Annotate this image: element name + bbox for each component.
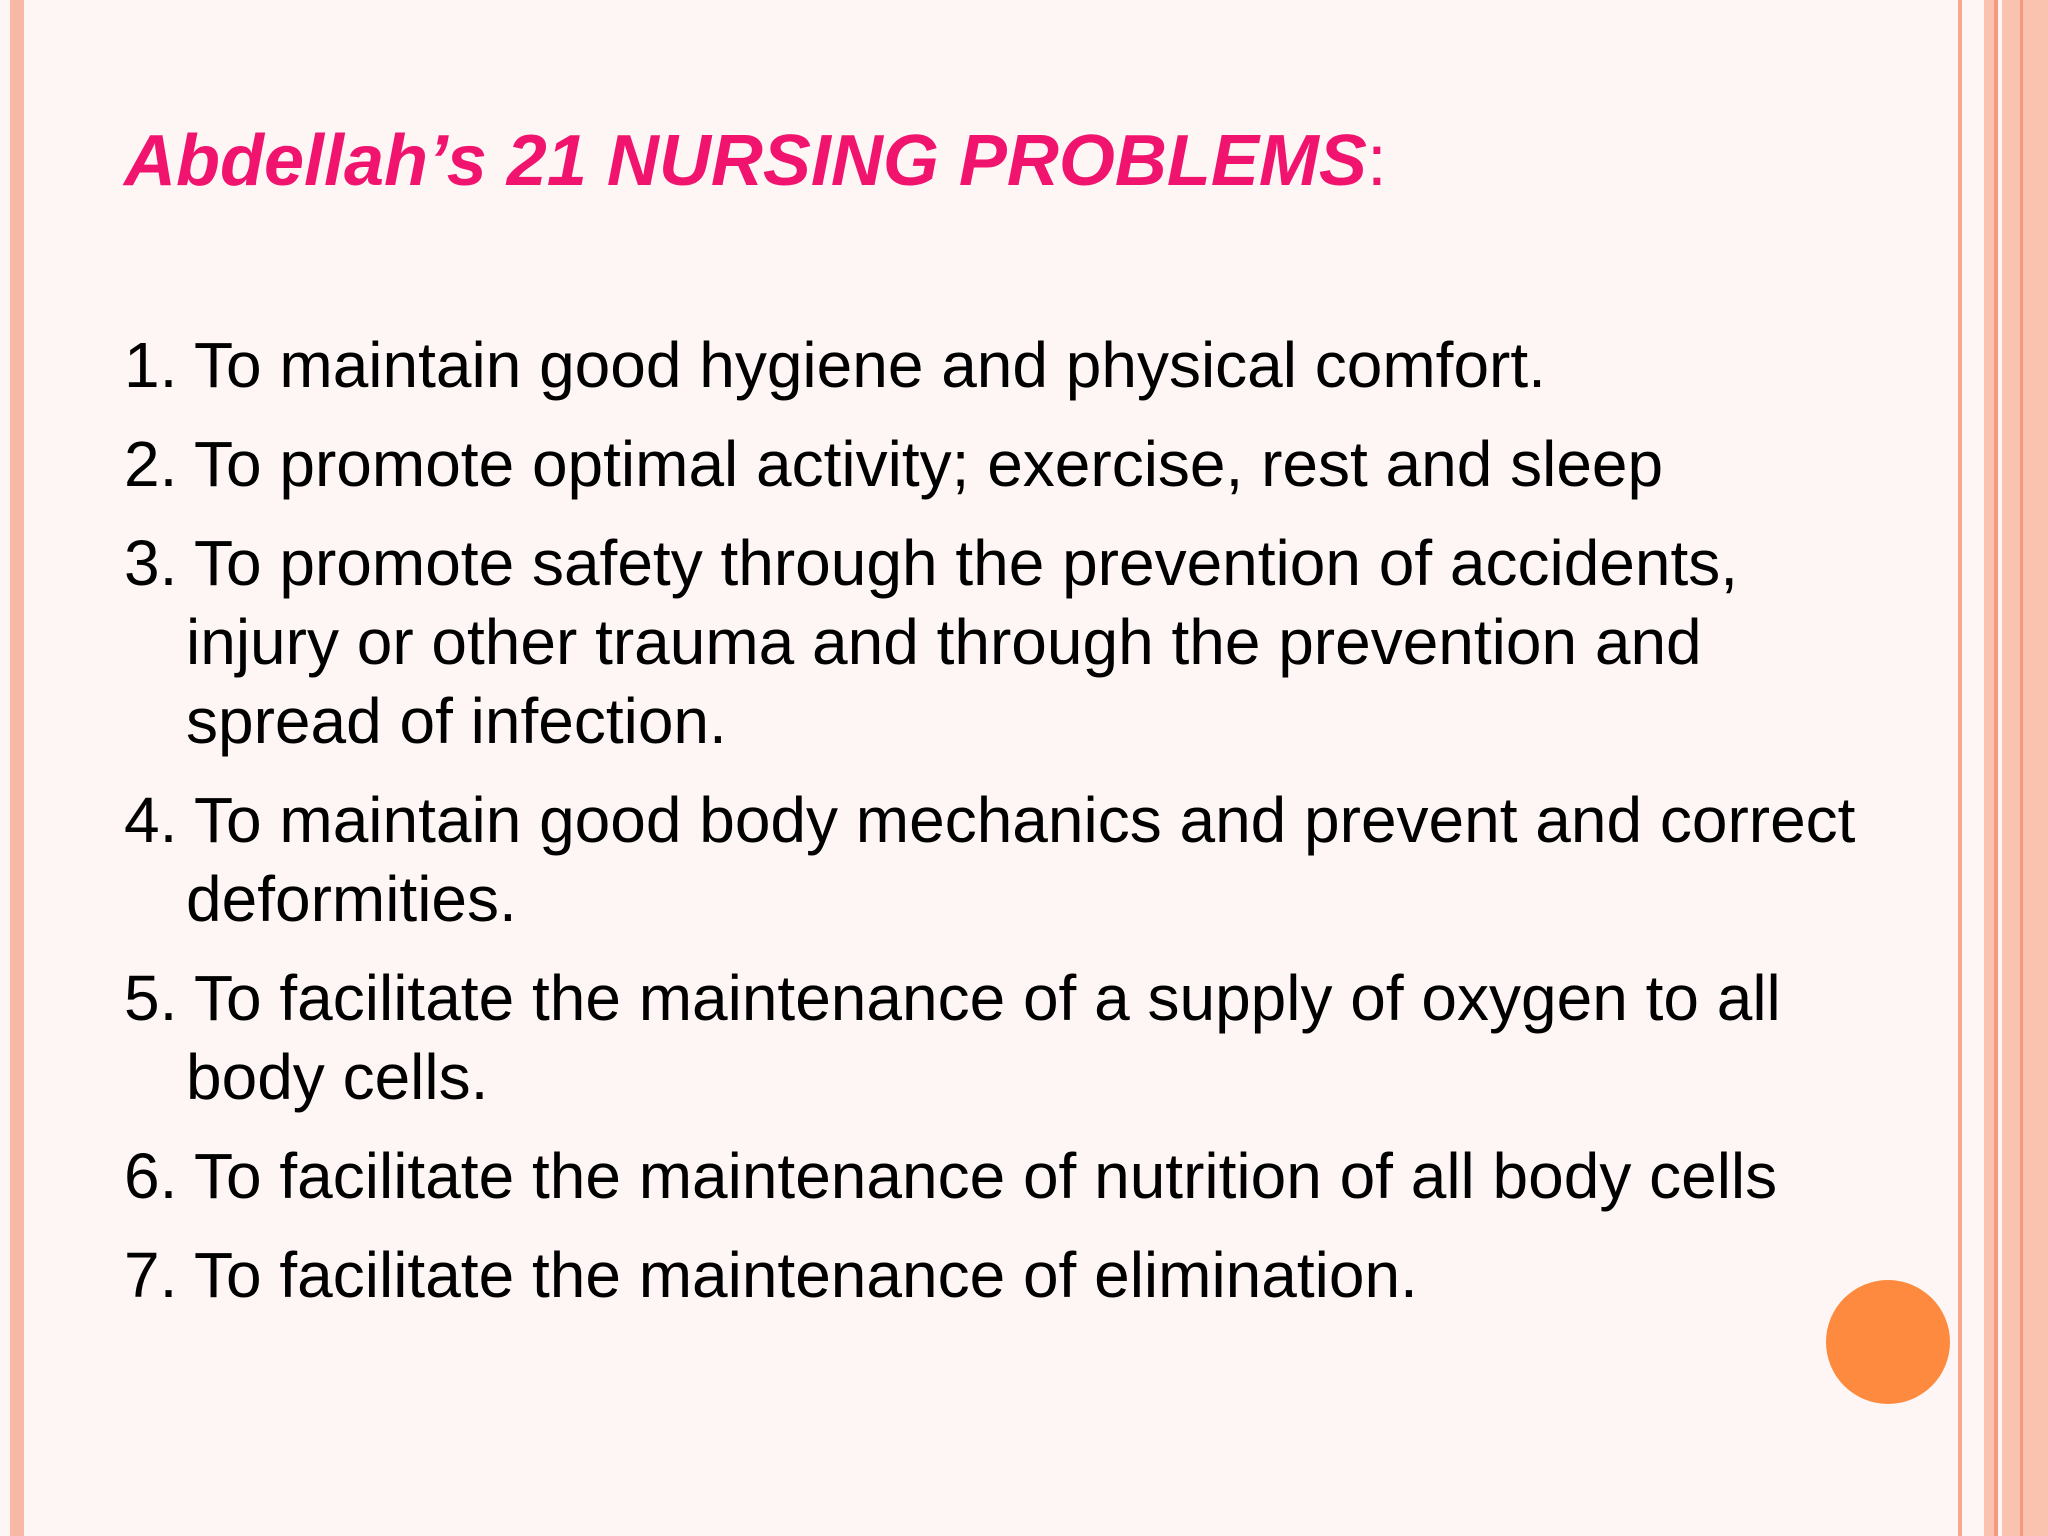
list-item: 7. To facilitate the maintenance of elimination.	[124, 1239, 1418, 1311]
nursing-problems-list	[124, 326, 1904, 1335]
slide-title	[124, 118, 1387, 204]
list-item: 4. To maintain good body mechanics and prevent and correct deformities.	[124, 784, 1856, 935]
border-band	[1984, 0, 1994, 1536]
right-decorative-border	[1958, 0, 2048, 1536]
list-item: 2. To promote optimal activity; exercise, rest and sleep	[124, 428, 1664, 500]
left-decorative-stripe	[10, 0, 24, 1536]
list-item: 5. To facilitate the maintenance of a supply of oxygen to all body cells.	[124, 962, 1781, 1113]
list-item: 3. To promote safety through the prevention of accidents, injury or other trauma and through the prevention and spread of infection.	[124, 527, 1739, 757]
slide-title-colon: :	[1366, 121, 1387, 201]
slide-title-text: Abdellah’s 21 NURSING PROBLEMS	[124, 121, 1367, 201]
border-gap	[1962, 0, 1984, 1536]
orange-circle-decoration	[1826, 1280, 1950, 1404]
border-band	[2002, 0, 2048, 1536]
list-item: 6. To facilitate the maintenance of nutrition of all body cells	[124, 1140, 1778, 1212]
list-item: 1. To maintain good hygiene and physical comfort.	[124, 329, 1546, 401]
border-line	[2020, 0, 2023, 1536]
